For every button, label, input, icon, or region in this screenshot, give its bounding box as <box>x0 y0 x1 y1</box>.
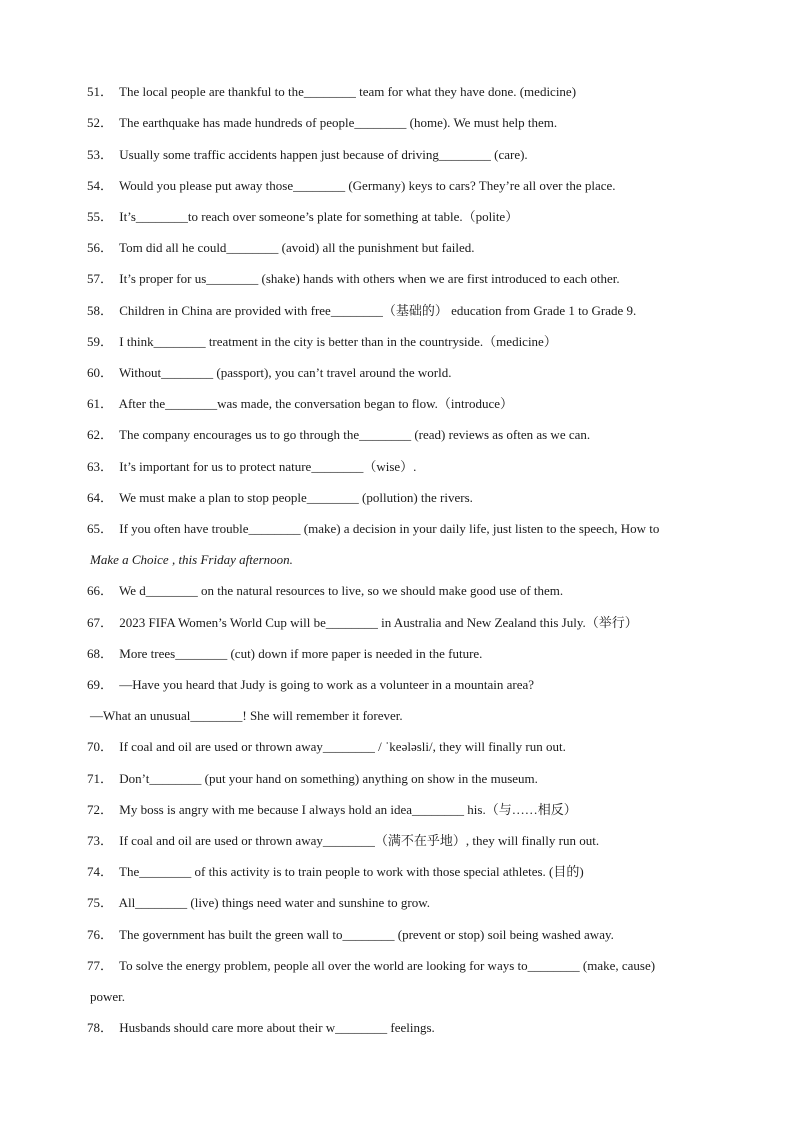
question-66 <box>87 582 712 599</box>
question-68 <box>87 645 712 662</box>
question-number: 74． <box>87 864 114 879</box>
question-number: 52． <box>87 115 114 130</box>
question-58 <box>87 302 712 319</box>
question-59 <box>87 333 712 350</box>
question-72 <box>87 801 712 818</box>
question-number: 67． <box>87 615 114 630</box>
question-number: 56． <box>87 240 114 255</box>
question-number: 75． <box>87 895 114 910</box>
question-63 <box>87 458 712 475</box>
question-text: The local people are thankful to the________ team for what they have done. (medicine) <box>119 84 577 99</box>
question-77-continued <box>87 988 712 1005</box>
question-number: 55． <box>87 209 114 224</box>
question-61 <box>87 395 712 412</box>
question-number: 76． <box>87 927 114 942</box>
question-text: power. <box>90 989 126 1004</box>
question-text: —Have you heard that Judy is going to work as a volunteer in a mountain area? <box>119 677 535 692</box>
question-60 <box>87 364 712 381</box>
question-number: 61． <box>87 396 114 411</box>
question-text: 2023 FIFA Women’s World Cup will be________ in Australia and New Zealand this July.（举行） <box>119 615 638 630</box>
question-text: The company encourages us to go through the________ (read) reviews as often as we can. <box>119 427 591 442</box>
question-text: My boss is angry with me because I always hold an idea________ his.（与……相反） <box>119 802 577 817</box>
question-text: Would you please put away those________ (Germany) keys to cars? They’re all over the place. <box>119 178 616 193</box>
question-51 <box>87 83 712 100</box>
question-text: It’s important for us to protect nature________（wise）. <box>119 459 417 474</box>
question-text: Usually some traffic accidents happen just because of driving________ (care). <box>119 147 528 162</box>
question-65 <box>87 520 712 537</box>
question-57 <box>87 270 712 287</box>
question-62 <box>87 426 712 443</box>
question-text: After the________was made, the conversation began to flow.（introduce） <box>118 396 514 411</box>
question-text: We must make a plan to stop people________ (pollution) the rivers. <box>119 490 473 505</box>
question-text: If coal and oil are used or thrown away________ / ˈkeələsli/, they will finally run out. <box>119 739 566 754</box>
question-text: It’s proper for us________ (shake) hands with others when we are first introduced to each other. <box>119 271 620 286</box>
question-text: Don’t________ (put your hand on something) anything on show in the museum. <box>119 771 538 786</box>
question-text: The government has built the green wall to________ (prevent or stop) soil being washed away. <box>119 927 614 942</box>
question-number: 58． <box>87 303 114 318</box>
question-74 <box>87 863 712 880</box>
question-number: 59． <box>87 334 114 349</box>
question-text: More trees________ (cut) down if more paper is needed in the future. <box>119 646 483 661</box>
question-text: Children in China are provided with free________（基础的） education from Grade 1 to Grade 9. <box>119 303 637 318</box>
question-number: 62． <box>87 427 114 442</box>
question-number: 78． <box>87 1020 114 1035</box>
question-number: 70． <box>87 739 114 754</box>
question-text: Tom did all he could________ (avoid) all the punishment but failed. <box>119 240 475 255</box>
question-text: The earthquake has made hundreds of people________ (home). We must help them. <box>119 115 558 130</box>
question-number: 64． <box>87 490 114 505</box>
question-56 <box>87 239 712 256</box>
question-52 <box>87 114 712 131</box>
question-text: If coal and oil are used or thrown away________（满不在乎地）, they will finally run out. <box>119 833 600 848</box>
question-number: 69． <box>87 677 114 692</box>
question-70 <box>87 738 712 755</box>
question-text: All________ (live) things need water and sunshine to grow. <box>118 895 431 910</box>
question-69-continued <box>87 707 712 724</box>
question-53 <box>87 146 712 163</box>
question-75 <box>87 894 712 911</box>
question-64 <box>87 489 712 506</box>
question-number: 77． <box>87 958 114 973</box>
question-number: 51． <box>87 84 114 99</box>
question-number: 60． <box>87 365 114 380</box>
question-number: 73． <box>87 833 114 848</box>
question-text: If you often have trouble________ (make) a decision in your daily life, just listen to the speech, How to <box>119 521 660 536</box>
question-71 <box>87 770 712 787</box>
question-76 <box>87 926 712 943</box>
question-text: I think________ treatment in the city is better than in the countryside.（medicine） <box>119 334 557 349</box>
question-text: Husbands should care more about their w________ feelings. <box>119 1020 435 1035</box>
question-text: We d________ on the natural resources to live, so we should make good use of them. <box>119 583 564 598</box>
question-number: 54． <box>87 178 114 193</box>
question-text: —What an unusual________! She will remember it forever. <box>90 708 403 723</box>
question-text: The________ of this activity is to train people to work with those special athletes. (目的) <box>119 864 584 879</box>
question-number: 65． <box>87 521 114 536</box>
question-65-continued <box>87 551 712 568</box>
question-number: 57． <box>87 271 114 286</box>
question-number: 66． <box>87 583 114 598</box>
question-73 <box>87 832 712 849</box>
question-number: 68． <box>87 646 114 661</box>
question-67 <box>87 614 712 631</box>
question-78 <box>87 1019 712 1036</box>
question-number: 63． <box>87 459 114 474</box>
question-text: It’s________to reach over someone’s plate for something at table.（polite） <box>119 209 519 224</box>
question-55 <box>87 208 712 225</box>
question-54 <box>87 177 712 194</box>
question-text: Without________ (passport), you can’t travel around the world. <box>119 365 452 380</box>
question-text: To solve the energy problem, people all over the world are looking for ways to________ (make, cause) <box>119 958 656 973</box>
question-number: 71． <box>87 771 114 786</box>
question-text: Make a Choice , this Friday afternoon. <box>90 552 293 567</box>
question-77 <box>87 957 712 974</box>
question-number: 53． <box>87 147 114 162</box>
question-69 <box>87 676 712 693</box>
question-number: 72． <box>87 802 114 817</box>
